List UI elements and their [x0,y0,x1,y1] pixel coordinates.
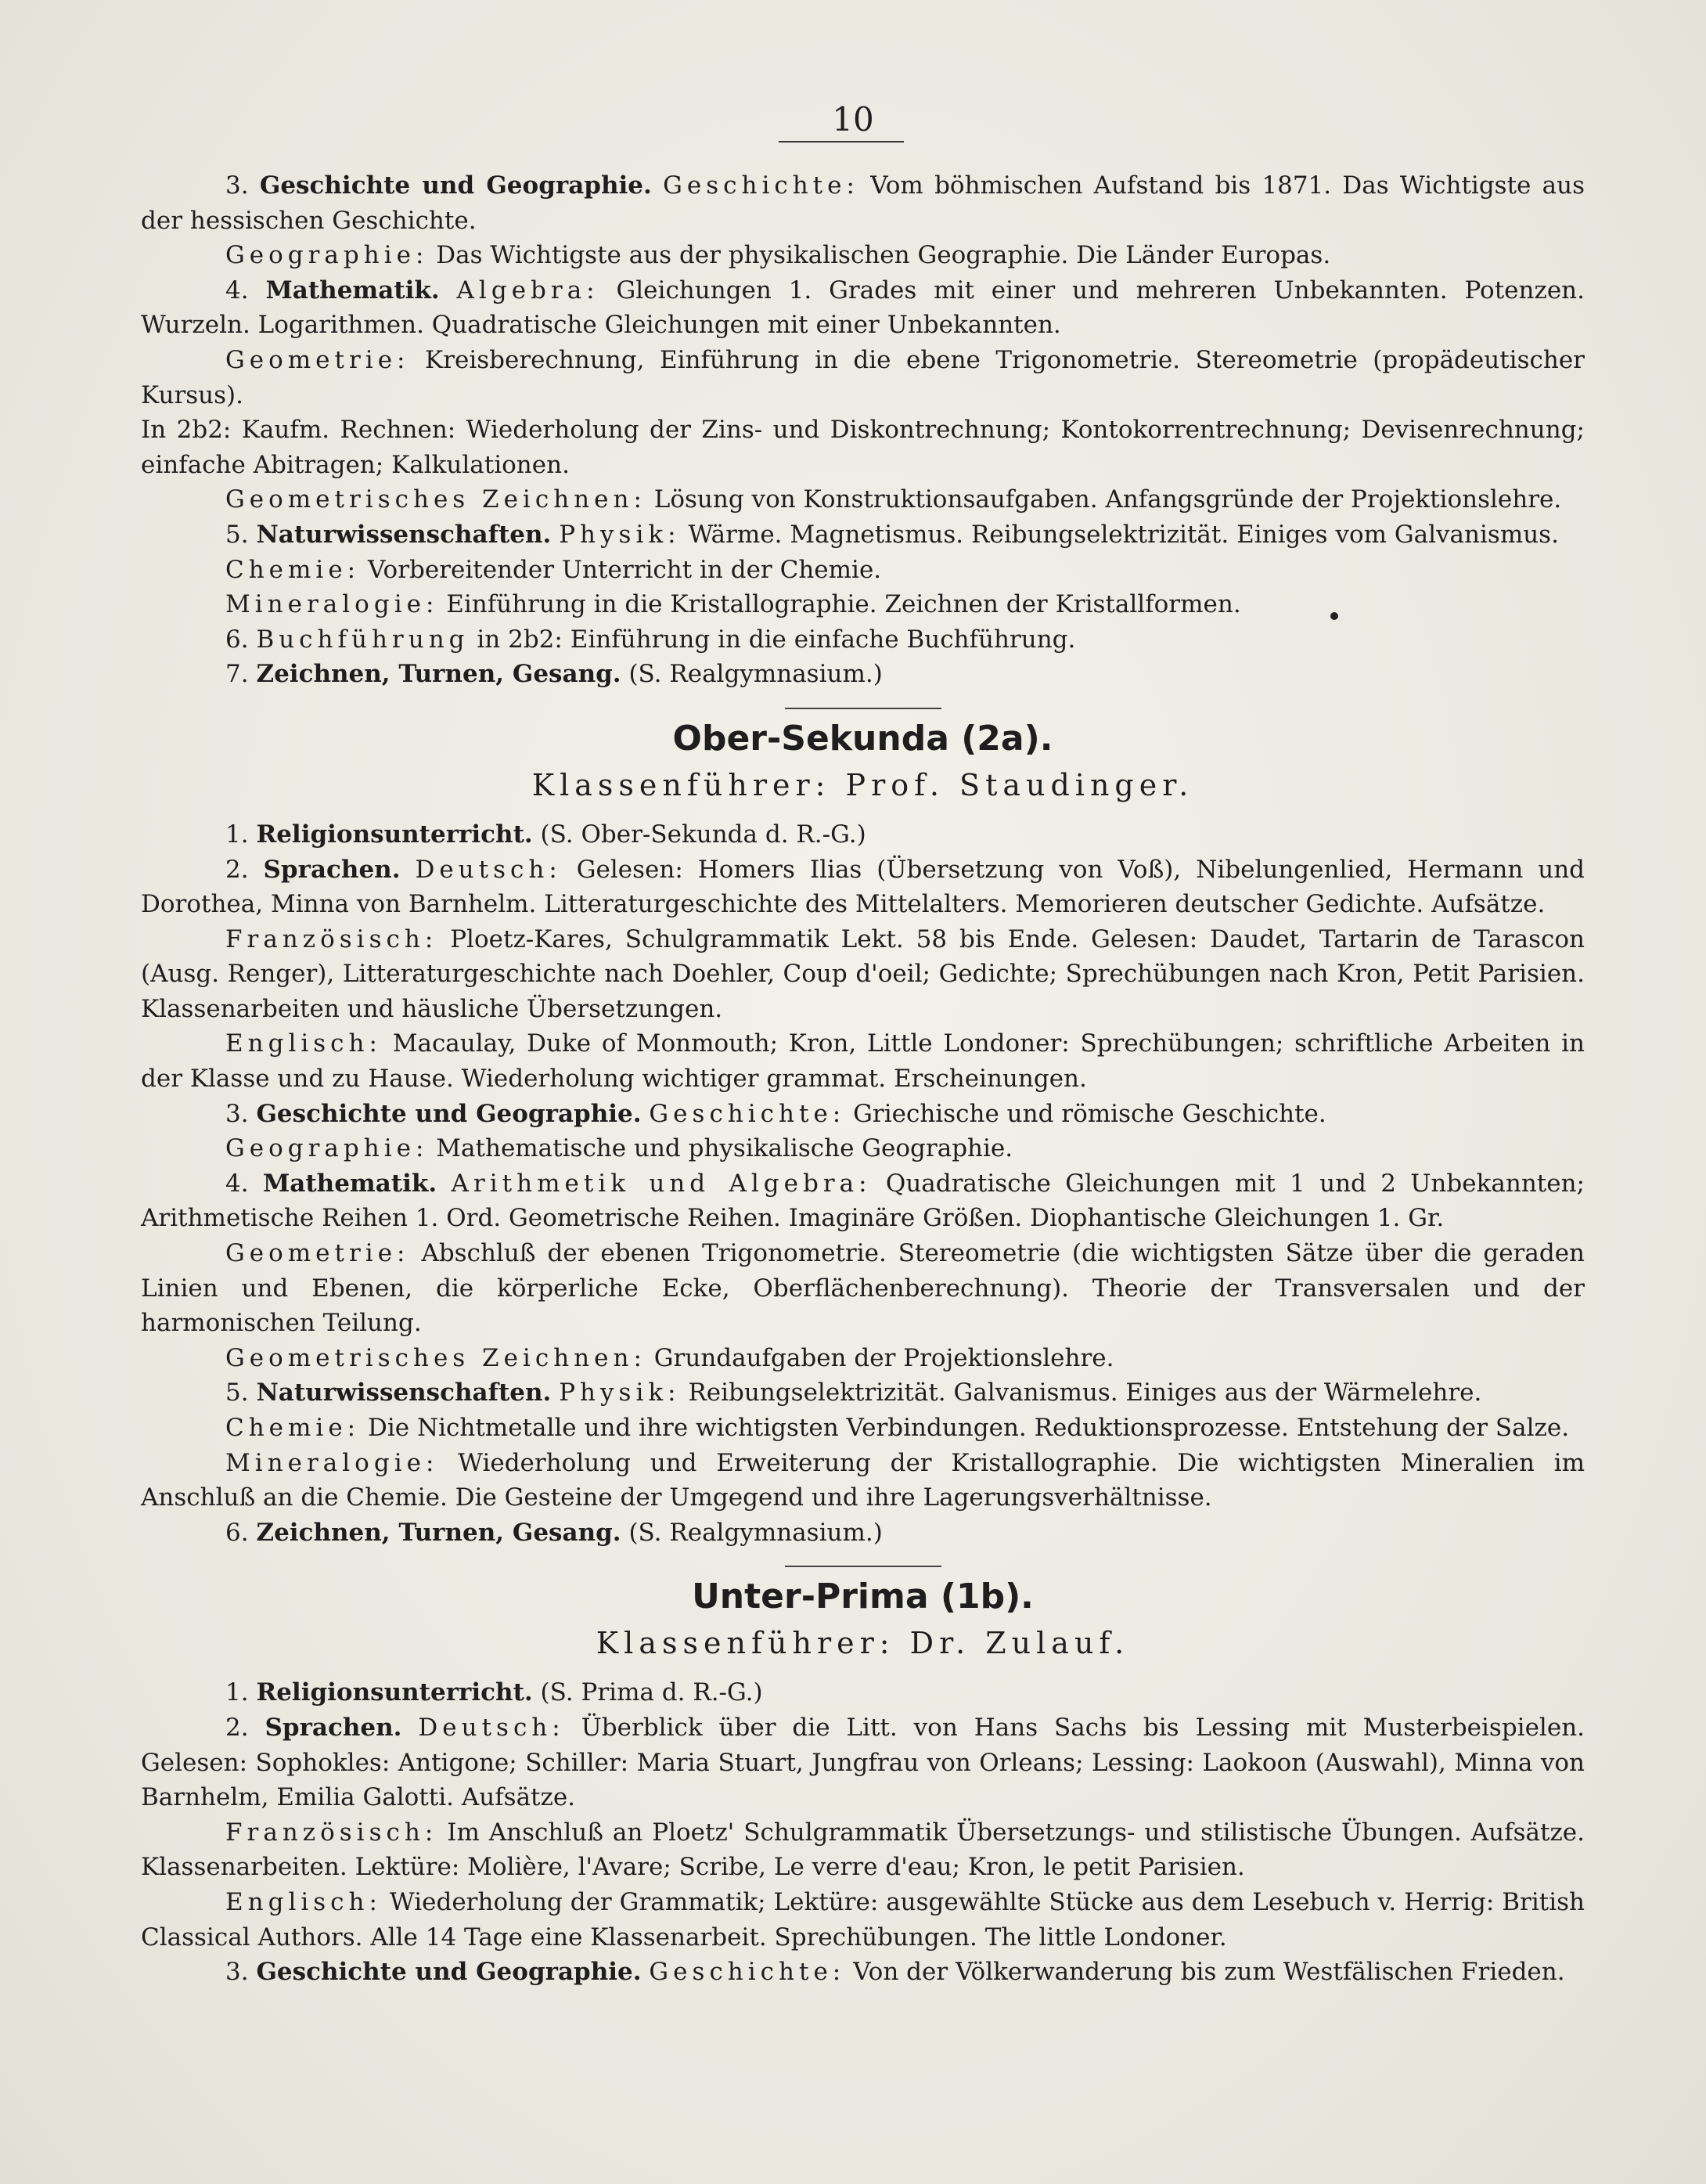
paragraph [141,1236,1585,1341]
paragraph [141,553,1585,588]
topic-label: Geschichte: [649,1958,846,1987]
subject-heading: Zeichnen, Turnen, Gesang. [256,660,621,689]
paragraph-text: Vom böhmischen Aufstand bis 1871. Das Wichtigste aus der hessischen Geschichte. [141,171,1585,235]
paragraph-text: Im Anschluß an Ploetz' Schulgrammatik Übersetzungs- und stilistische Übungen. Aufsätze. Klassenarbeiten. Lektüre: Molière, l'Avare; Scribe, Le verre d'eau; Kron, le petit Parisien. [141,1818,1585,1882]
paragraph-text: Ploetz-Kares, Schulgrammatik Lekt. 58 bis Ende. Gelesen: Daudet, Tartarin de Tarascon (Ausg. Renger), Litteraturgeschichte nach Doehler, Coup d'oeil; Gedichte; Sprechübungen nach Kron, Petit Parisien. Klassenarbeiten und häusliche Übersetzungen. [141,924,1585,1023]
topic-label: Französisch: [225,924,438,953]
ink-speck [1330,612,1338,620]
paragraph [141,1515,1585,1551]
subject-heading: Mathematik. [262,1169,437,1198]
paragraph-text: Kreisberechnung, Einführung in die ebene Trigonometrie. Stereometrie (propädeutischer Kursus). [141,345,1585,409]
item-number: 3. [225,1958,249,1987]
topic-label: Chemie: [225,555,361,584]
paragraph-text: (S. Realgymnasium.) [628,660,883,689]
paragraph-text: (S. Realgymnasium.) [628,1518,883,1547]
paragraph-text: Wiederholung und Erweiterung der Kristallographie. Die wichtigsten Mineralien im Anschluß an die Chemie. Die Gesteine der Umgegend und ihre Lagerungsverhältnisse. [141,1448,1585,1512]
paragraph [141,1131,1585,1166]
item-number: 2. [225,855,249,884]
paragraph [141,1411,1585,1446]
paragraph-text: Mathematische und physikalische Geographie. [436,1134,1013,1163]
topic-label: Englisch: [225,1029,382,1058]
paragraph [141,413,1585,482]
section-subtitle: Klassenführer: Dr. Zulauf. [596,1626,1130,1661]
paragraph-text: (S. Ober-Sekunda d. R.-G.) [540,820,866,849]
paragraph [141,482,1585,517]
topic-label: Buchführung [256,625,470,654]
subject-heading: Sprachen. [263,855,401,884]
topic-label: Geographie: [225,241,429,270]
paragraph-text: Einführung in die Kristallographie. Zeichnen der Kristallformen. [446,590,1241,619]
subject-heading: Geschichte und Geographie. [256,1099,642,1128]
paragraph [141,517,1585,553]
topic-label: Mineralogie: [225,590,439,619]
section-divider [785,708,941,709]
item-number: 6. [225,625,249,654]
page-number: 10 [832,100,874,139]
paragraph [141,1097,1585,1132]
paragraph-text: Quadratische Gleichungen mit 1 und 2 Unbekannten; Arithmetische Reihen 1. Ord. Geometrische Reihen. Imaginäre Größen. Diophantische Gleichungen 1. Gr. [141,1169,1585,1233]
topic-label: Französisch: [225,1818,438,1847]
paragraph-text: Lösung von Konstruktionsaufgaben. Anfangsgründe der Projektionslehre. [653,485,1562,514]
paragraph-text: Von der Völkerwanderung bis zum Westfälischen Frieden. [853,1958,1565,1987]
paragraph [141,1710,1585,1815]
paragraph-text: Die Nichtmetalle und ihre wichtigsten Verbindungen. Reduktionsprozesse. Entstehung der Salze. [368,1414,1570,1442]
paragraph [141,343,1585,413]
subject-heading: Zeichnen, Turnen, Gesang. [256,1518,621,1547]
topic-label: Geschichte: [649,1099,846,1128]
paragraph [141,1675,1585,1710]
paragraph [141,1026,1585,1096]
item-number: 3. [225,171,249,200]
subject-heading: Sprachen. [265,1713,402,1742]
paragraph [141,1955,1585,1990]
paragraph [141,273,1585,343]
item-number: 3. [225,1099,249,1128]
paragraph-text: Griechische und römische Geschichte. [853,1099,1326,1128]
paragraph [141,168,1585,238]
item-number: 6. [225,1518,249,1547]
section-title: Unter-Prima (1b). [692,1577,1034,1617]
paragraph-text: Gelesen: Homers Ilias (Übersetzung von Voß), Nibelungenlied, Hermann und Dorothea, Minna von Barnhelm. Litteraturgeschichte des Mittelalters. Memorieren deutscher Gedichte. Aufsätze. [141,855,1585,919]
topic-label: Englisch: [225,1887,382,1916]
section-divider [785,1566,941,1567]
section-title: Ober-Sekunda (2a). [672,718,1053,759]
item-number: 2. [225,1713,249,1742]
subject-heading: Geschichte und Geographie. [259,171,652,200]
page-text [141,168,1585,1990]
topic-label: Geographie: [225,1134,429,1163]
item-number: 5. [225,1379,249,1407]
paragraph [141,1166,1585,1236]
paragraph [141,922,1585,1027]
topic-label: Physik: [559,520,681,549]
paragraph [141,622,1585,658]
paragraph-text: Vorbereitender Unterricht in der Chemie. [368,555,882,584]
topic-label: Deutsch: [418,1713,565,1742]
topic-label: Deutsch: [415,855,562,884]
topic-label: Arithmetik und Algebra: [451,1169,872,1198]
paragraph-text: In 2b2: Kaufm. Rechnen: Wiederholung der Zins- und Diskontrechnung; Kontokorrentrechnung; Devisenrechnung; einfache Abitragen; Kalkulationen. [141,416,1585,479]
topic-label: Geometrisches Zeichnen: [225,485,646,514]
paragraph [141,1446,1585,1515]
topic-label: Geometrisches Zeichnen: [225,1343,646,1372]
paragraph [141,1885,1585,1955]
paragraph-text: Das Wichtigste aus der physikalischen Geographie. Die Länder Europas. [436,241,1331,270]
paragraph [141,817,1585,852]
paragraph-text: in 2b2: Einführung in die einfache Buchführung. [477,625,1076,654]
item-number: 1. [225,820,249,849]
paragraph-text: Abschluß der ebenen Trigonometrie. Stereometrie (die wichtigsten Sätze über die geraden Linien und Ebenen, die körperliche Ecke, Oberflächenberechnung). Theorie der Transversalen und der harmonischen Teilung. [141,1239,1585,1338]
topic-label: Geometrie: [225,345,410,374]
subject-heading: Naturwissenschaften. [256,1379,552,1407]
paragraph-text: Gleichungen 1. Grades mit einer und mehreren Unbekannten. Potenzen. Wurzeln. Logarithmen. Quadratische Gleichungen mit einer Unbekannten. [141,276,1585,340]
paragraph-text: (S. Prima d. R.-G.) [540,1678,763,1707]
topic-label: Mineralogie: [225,1448,439,1477]
paragraph [141,657,1585,692]
topic-label: Chemie: [225,1414,361,1442]
subject-heading: Mathematik. [265,276,440,305]
paragraph [141,1815,1585,1885]
item-number: 7. [225,660,249,689]
topic-label: Algebra: [456,276,599,305]
paragraph [141,238,1585,273]
paragraph-text: Grundaufgaben der Projektionslehre. [653,1343,1114,1372]
topic-label: Physik: [559,1379,681,1407]
item-number: 1. [225,1678,249,1707]
paragraph [141,1341,1585,1376]
topic-label: Geschichte: [663,171,859,200]
subject-heading: Religionsunterricht. [256,1678,533,1707]
paragraph [141,852,1585,922]
paragraph-text: Wärme. Magnetismus. Reibungselektrizität. Einiges vom Galvanismus. [688,520,1559,549]
item-number: 4. [225,1169,249,1198]
paragraph-text: Wiederholung der Grammatik; Lektüre: ausgewählte Stücke aus dem Lesebuch v. Herrig: British Classical Authors. Alle 14 Tage eine Klassenarbeit. Sprechübungen. The little Londoner. [141,1887,1585,1952]
paragraph-text: Macaulay, Duke of Monmouth; Kron, Little Londoner: Sprechübungen; schriftliche Arbeiten in der Klasse und zu Hause. Wiederholung wichtiger grammat. Erscheinungen. [141,1029,1585,1094]
paragraph [141,587,1585,622]
paragraph [141,1375,1585,1411]
topic-label: Geometrie: [225,1239,410,1268]
item-number: 4. [225,276,249,305]
subject-heading: Geschichte und Geographie. [256,1958,642,1987]
section-subtitle: Klassenführer: Prof. Staudinger. [531,767,1194,802]
subject-heading: Religionsunterricht. [256,820,533,849]
item-number: 5. [225,520,249,549]
subject-heading: Naturwissenschaften. [256,520,552,549]
page-number-rule [779,141,904,142]
paragraph-text: Überblick über die Litt. von Hans Sachs bis Lessing mit Musterbeispielen. Gelesen: Sophokles: Antigone; Schiller: Maria Stuart, Jungfrau von Orleans; Lessing: Laokoon (Auswahl), Minna von Barnhelm, Emilia Galotti. Aufsätze. [141,1713,1585,1812]
paragraph-text: Reibungselektrizität. Galvanismus. Einiges aus der Wärmelehre. [688,1379,1482,1407]
